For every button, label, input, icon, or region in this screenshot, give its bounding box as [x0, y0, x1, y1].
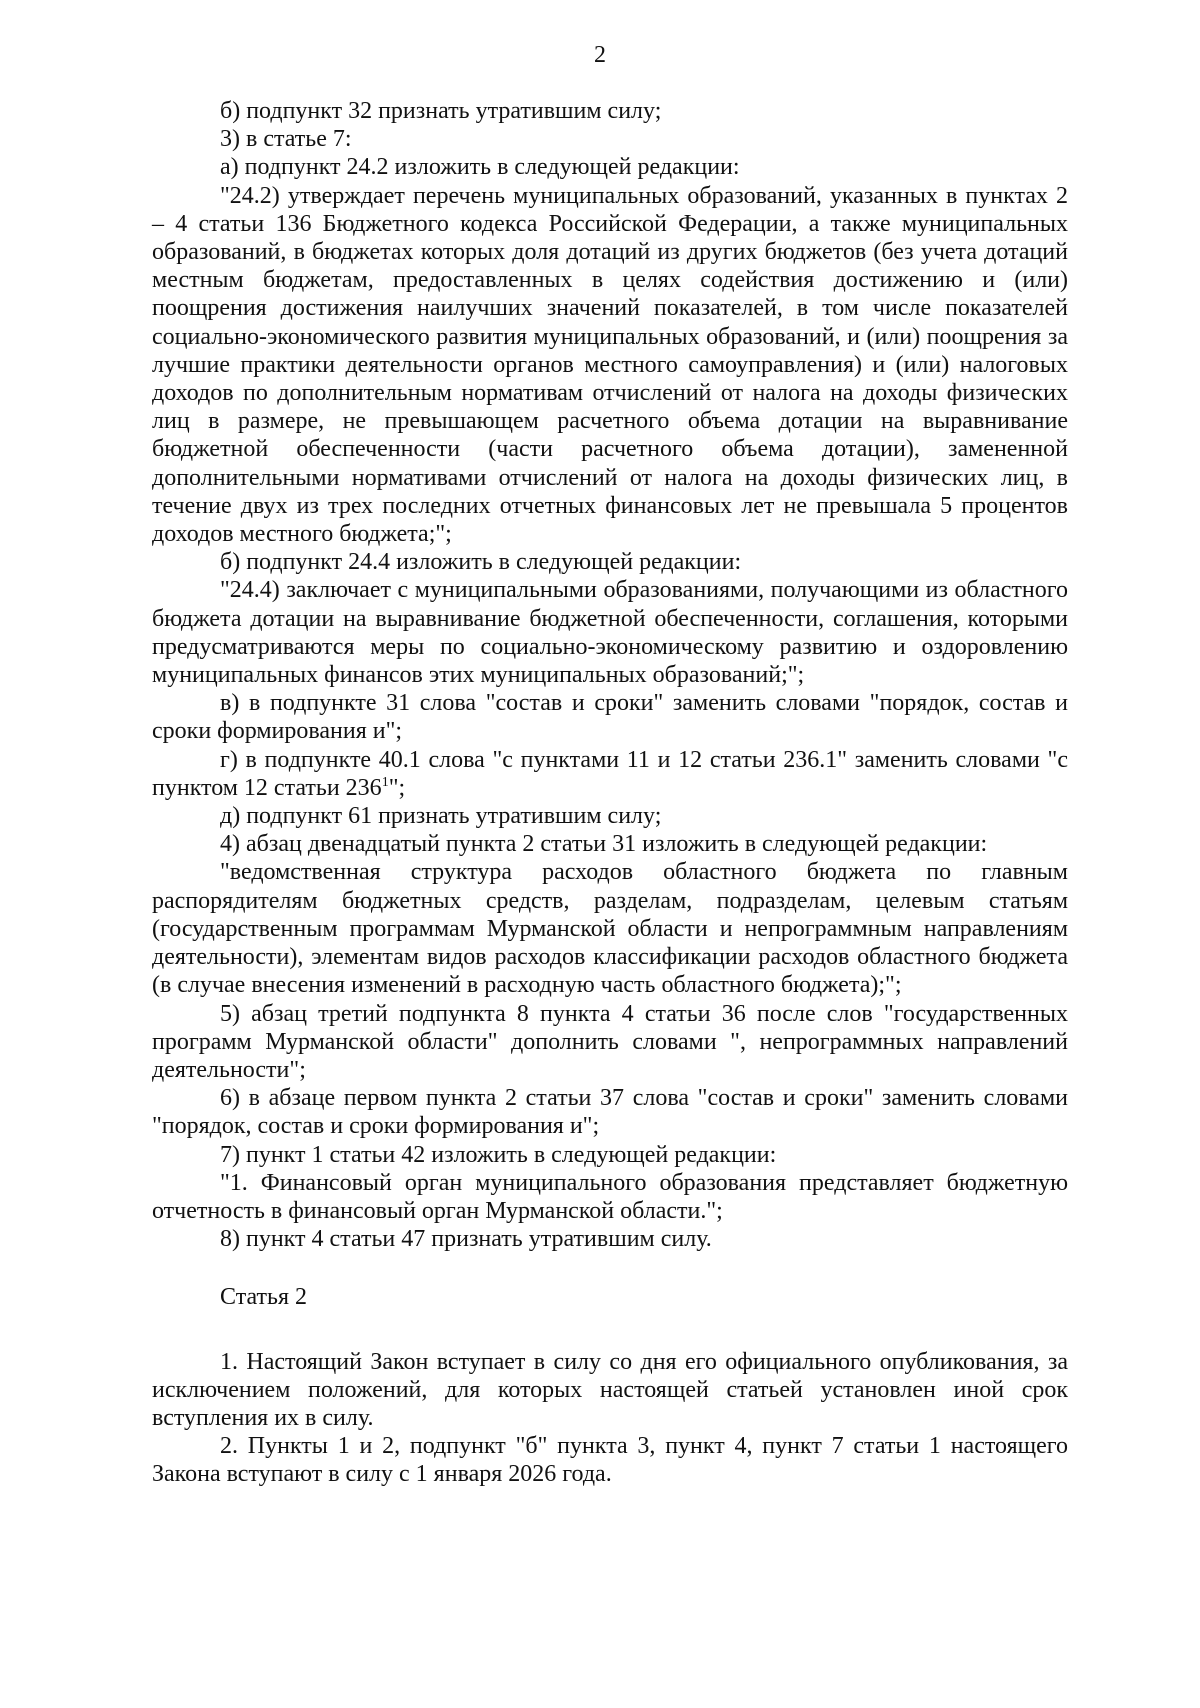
- paragraph: 3) в статье 7:: [220, 126, 352, 153]
- paragraph: 7) пункт 1 статьи 42 изложить в следующей редакции:: [220, 1141, 777, 1168]
- paragraph: д) подпункт 61 признать утратившим силу;: [220, 803, 662, 830]
- paragraph: "24.4) заключает с муниципальными образованиями, получающими из областного бюджета дотации на выравнивание бюджетной обеспеченности, соглашения, которыми предусматриваются меры по социально-экономическому развитию и оздоровлению муниципальных финансов этих муниципальных образований;";: [152, 577, 1068, 689]
- paragraph: в) в подпункте 31 слова "состав и сроки" заменить словами "порядок, состав и сроки формирования и";: [152, 690, 1068, 745]
- paragraph: 6) в абзаце первом пункта 2 статьи 37 слова "состав и сроки" заменить словами "порядок, состав и сроки формирования и";: [152, 1085, 1068, 1140]
- paragraph: 5) абзац третий подпункта 8 пункта 4 статьи 36 после слов "государственных программ Мурманской области" дополнить словами ", непрограммных направлений деятельности";: [152, 1000, 1068, 1083]
- paragraph: 2. Пункты 1 и 2, подпункт "б" пункта 3, пункт 4, пункт 7 статьи 1 настоящего Закона вступают в силу с 1 января 2026 года.: [152, 1433, 1068, 1488]
- superscript: 1: [381, 774, 389, 790]
- article-heading: Статья 2: [220, 1284, 307, 1311]
- paragraph-with-superscript: [152, 746, 1068, 802]
- paragraph-text: г) в подпункте 40.1 слова "с пунктами 11 и 12 статьи 236.1" заменить словами "с пунктом 12 статьи 236: [152, 746, 1068, 801]
- paragraph: 4) абзац двенадцатый пункта 2 статьи 31 изложить в следующей редакции:: [220, 831, 988, 858]
- paragraph: "ведомственная структура расходов областного бюджета по главным распорядителям бюджетных средств, разделам, подразделам, целевым статьям (государственным программам Мурманской области и непрограммным направлениям деятельности), элементам видов расходов классификации расходов областного бюджета (в случае внесения изменений в расходную часть областного бюджета);";: [152, 859, 1068, 999]
- paragraph: "1. Финансовый орган муниципального образования представляет бюджетную отчетность в финансовый орган Мурманской области.";: [152, 1169, 1068, 1224]
- paragraph: "24.2) утверждает перечень муниципальных образований, указанных в пунктах 2 – 4 статьи 136 Бюджетного кодекса Российской Федерации, а также муниципальных образований, в бюджетах которых доля дотаций из других бюджетов (без учета дотаций местным бюджетам, предоставленных в целях содействия достижению и (или) поощрения достижения наилучших значений показателей, в том числе показателей социально-экономического развития муниципальных образований, и (или) поощрения за лучшие практики деятельности органов местного самоуправления) и (или) налоговых доходов по дополнительным нормативам отчислений от налога на доходы физических лиц в размере, не превышающем расчетного объема дотации на выравнивание бюджетной обеспеченности (части расчетного объема дотации), замененной дополнительными нормативами отчислений от налога на доходы физических лиц, в течение двух из трех последних отчетных финансовых лет не превышала 5 процентов доходов местного бюджета;";: [152, 182, 1068, 548]
- paragraph: б) подпункт 32 признать утратившим силу;: [220, 98, 662, 124]
- paragraph: 1. Настоящий Закон вступает в силу со дня его официального опубликования, за исключением положений, для которых настоящей статьей установлен иной срок вступления их в силу.: [152, 1348, 1068, 1431]
- page-number: 2: [594, 42, 606, 68]
- paragraph: а) подпункт 24.2 изложить в следующей редакции:: [220, 154, 740, 181]
- document-body: [152, 97, 1068, 1489]
- paragraph: б) подпункт 24.4 изложить в следующей редакции:: [220, 549, 742, 576]
- paragraph-tail: ";: [388, 774, 406, 801]
- paragraph: 8) пункт 4 статьи 47 признать утратившим силу.: [220, 1226, 712, 1253]
